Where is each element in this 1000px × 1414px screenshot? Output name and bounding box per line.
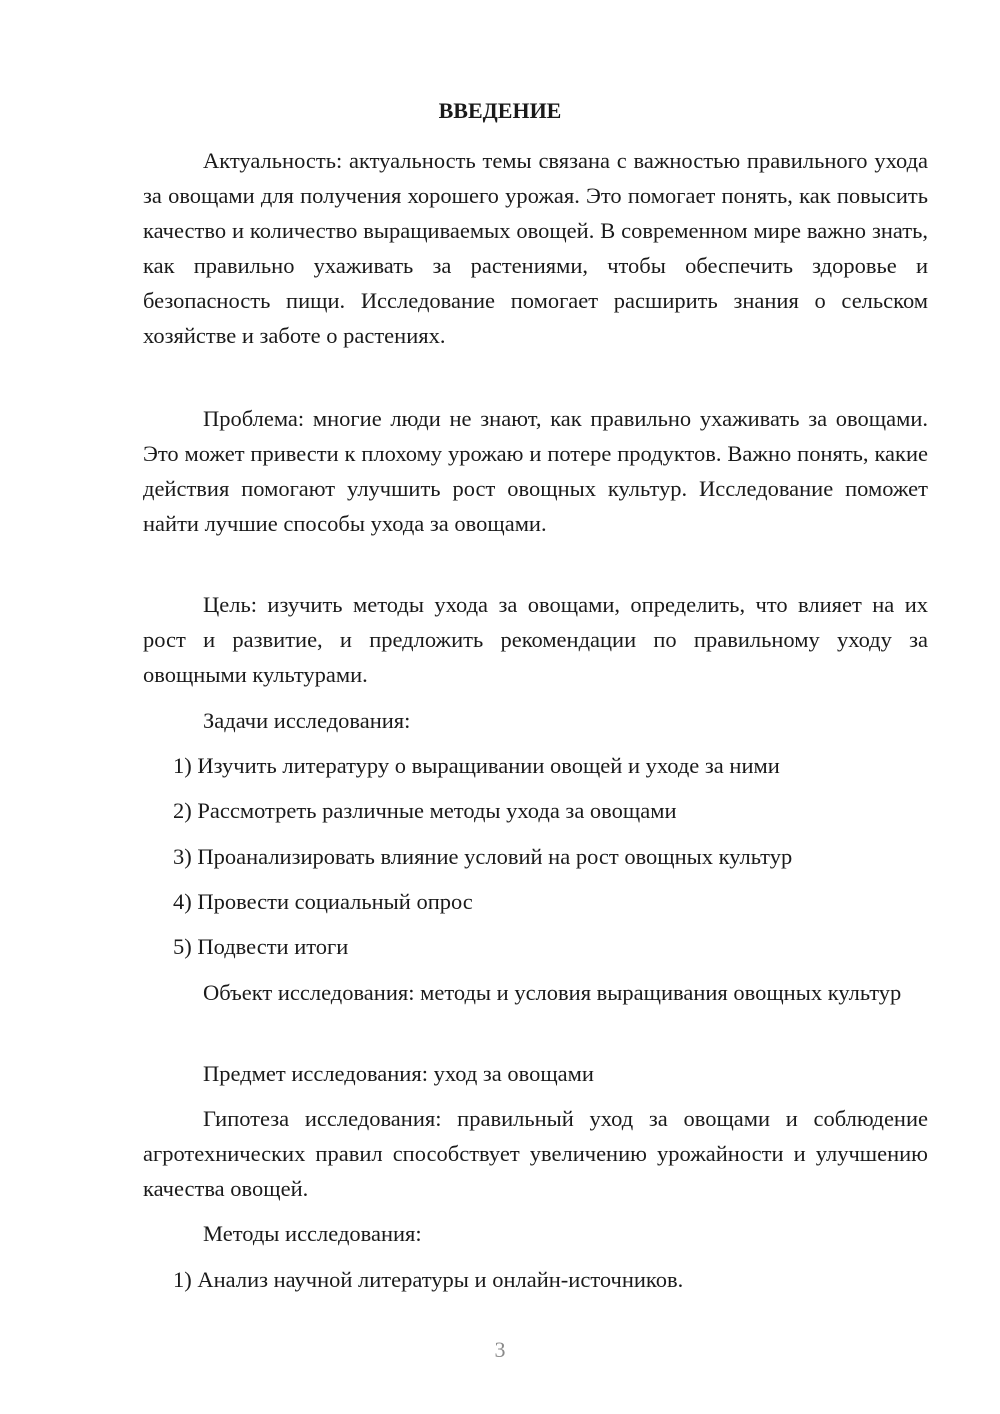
relevance-paragraph: Актуальность: актуальность темы связана с важностью правильного ухода за овощами для получения хорошего урожая. Это помогает понять, как повысить качество и количество выращиваемых овощей. В современном мире важно знать, как правильно ухаживать за растениями, чтобы обеспечить здоровье и безопасность пищи. Исследование помогает расширить знания о сельском хозяйстве и заботе о растениях. (143, 148, 928, 348)
task-item: 3) Проанализировать влияние условий на рост овощных культур (173, 844, 793, 869)
hypothesis-paragraph: Гипотеза исследования: правильный уход за овощами и соблюдение агротехнических правил способствует увеличению урожайности и улучшению качества овощей. (143, 1106, 928, 1201)
task-item: 4) Провести социальный опрос (173, 889, 473, 914)
section-heading: ВВЕДЕНИЕ (438, 98, 562, 123)
task-item: 1) Изучить литературу о выращивании овощей и уходе за ними (173, 753, 780, 778)
goal-paragraph: Цель: изучить методы ухода за овощами, определить, что влияет на их рост и развитие, и предложить рекомендации по правильному уходу за овощными культурами. (143, 592, 928, 687)
task-item: 5) Подвести итоги (173, 934, 349, 959)
object-paragraph: Объект исследования: методы и условия выращивания овощных культур (203, 980, 902, 1005)
method-item: 1) Анализ научной литературы и онлайн-источников. (173, 1267, 684, 1292)
task-item: 2) Рассмотреть различные методы ухода за овощами (173, 798, 677, 823)
subject-line: Предмет исследования: уход за овощами (203, 1061, 594, 1086)
tasks-title: Задачи исследования: (203, 708, 411, 733)
problem-paragraph: Проблема: многие люди не знают, как правильно ухаживать за овощами. Это может привести к плохому урожаю и потере продуктов. Важно понять, какие действия помогают улучшить рост овощных культур. Исследование поможет найти лучшие способы ухода за овощами. (143, 406, 928, 536)
methods-title: Методы исследования: (203, 1221, 422, 1246)
page-number: 3 (494, 1337, 506, 1362)
